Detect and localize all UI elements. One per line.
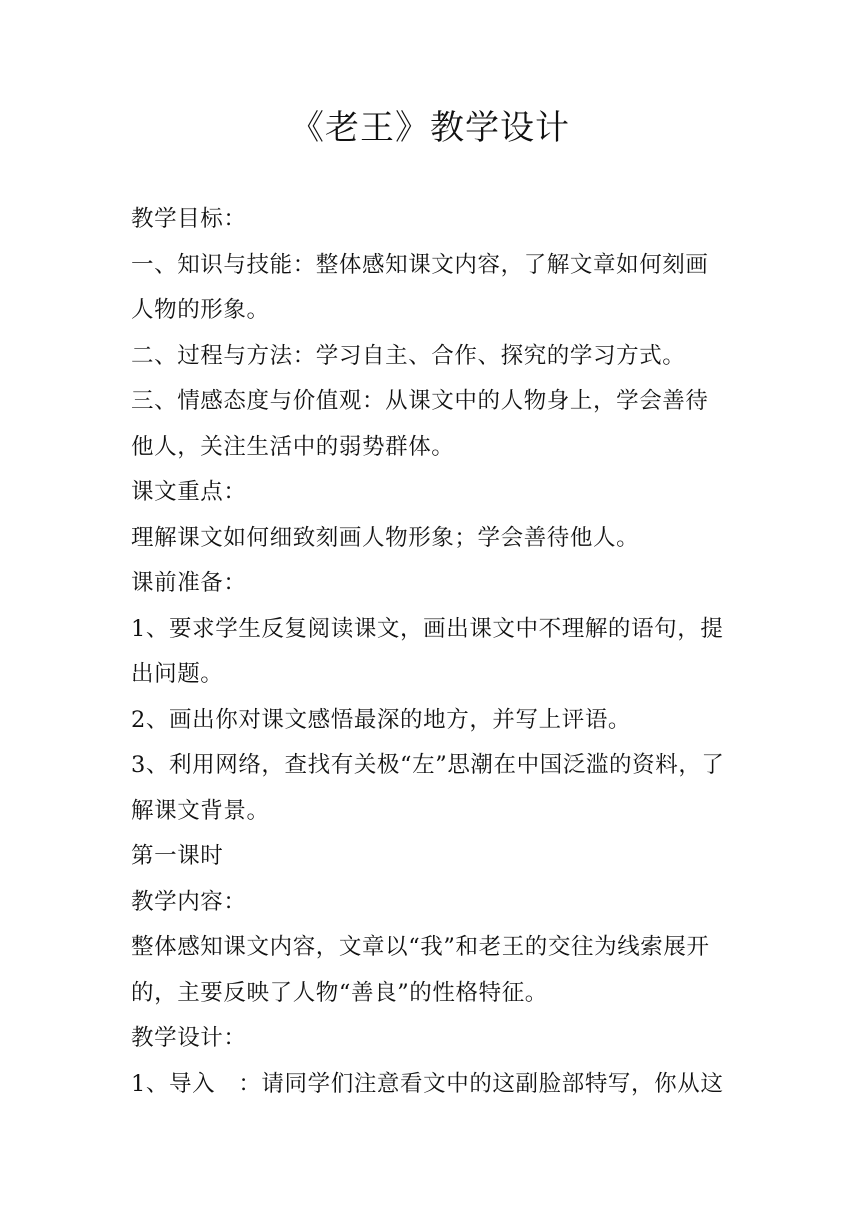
section-heading-key-points: 课文重点： [131, 479, 247, 505]
preparation-item-2: 2、画出你对课文感悟最深的地方，并写上评语。 [131, 706, 632, 733]
section-heading-preparation: 课前准备： [131, 570, 247, 596]
preparation-item-1: 1、要求学生反复阅读课文，画出课文中不理解的语句，提出问题。 [131, 615, 724, 687]
key-points-text: 理解课文如何细致刻画人物形象；学会善待他人。 [131, 524, 640, 551]
objective-process: 二、过程与方法：学习自主、合作、探究的学习方式。 [131, 342, 686, 369]
section-heading-content: 教学内容： [131, 888, 247, 915]
objective-emotion: 三、情感态度与价值观：从课文中的人物身上，学会善待他人，关注生活中的弱势群体。 [131, 388, 709, 460]
document-title: 《老王》教学设计 [290, 108, 570, 148]
document-body [131, 197, 731, 1107]
objective-knowledge: 一、知识与技能：整体感知课文内容，了解文章如何刻画人物的形象。 [131, 251, 709, 323]
section-heading-first-lesson: 第一课时 [131, 843, 224, 869]
design-item-1: 1、导入 ：请同学们注意看文中的这副脸部特写，你从这 [131, 1070, 724, 1097]
section-heading-design: 教学设计： [131, 1025, 247, 1051]
content-text: 整体感知课文内容，文章以“我”和老王的交往为线索展开的，主要反映了人物“善良”的性格特征。 [131, 934, 710, 1006]
section-heading-objectives: 教学目标： [131, 206, 247, 232]
preparation-item-3: 3、利用网络，查找有关极“左”思潮在中国泛滥的资料，了解课文背景。 [131, 752, 725, 824]
